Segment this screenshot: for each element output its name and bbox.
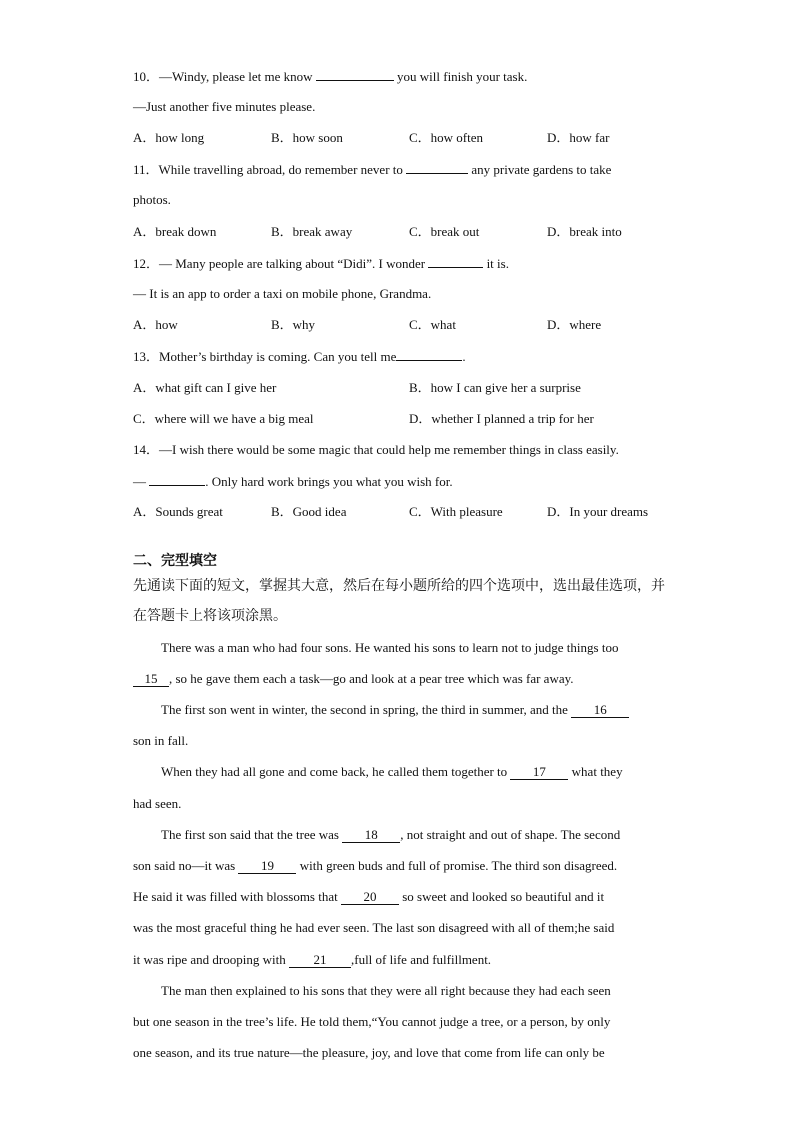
question-12-stem: 12．— Many people are talking about “Didi”. I wonder it is. [133,256,509,271]
option-d: D．break into [547,224,622,239]
passage-line: The first son went in winter, the second in spring, the third in summer, and the 16 [161,702,629,718]
option-d: D．where [547,317,602,332]
passage-line: son said no—it was 19 with green buds and full of promise. The third son disagreed. [133,858,618,873]
blank-17: 17 [510,765,568,780]
passage-line: one season, and its true nature—the pleasure, joy, and love that come from life can only be [133,1045,605,1060]
question-14-reply: — . Only hard work brings you what you wish for. [133,474,453,489]
answer-blank [149,473,205,486]
blank-21: 21 [289,953,351,968]
question-11-stem-cont: photos. [133,192,171,207]
option-a: A．what gift can I give her [133,380,277,395]
answer-blank [428,255,483,268]
option-d: D．how far [547,130,610,145]
passage-line: was the most graceful thing he had ever seen. The last son disagreed with all of them;he said [133,920,615,935]
option-d: D．whether I planned a trip for her [409,411,594,426]
option-b: B．how soon [271,130,343,145]
option-b: B．how I can give her a surprise [409,380,581,395]
option-a: A．how long [133,130,205,145]
option-d: D．In your dreams [547,504,649,519]
blank-16: 16 [571,703,629,718]
blank-19: 19 [238,859,296,874]
option-b: B．why [271,317,316,332]
option-c: C．With pleasure [409,504,503,519]
blank-20: 20 [341,890,399,905]
passage-line: When they had all gone and come back, he called them together to 17 what they [161,764,623,779]
passage-line: but one season in the tree’s life. He told them,“You cannot judge a tree, or a person, by only [133,1014,611,1029]
option-c: C．where will we have a big meal [133,411,314,426]
option-b: B．break away [271,224,353,239]
passage-line: He said it was filled with blossoms that 20 so sweet and looked so beautiful and it [133,889,605,904]
question-13-stem: 13．Mother’s birthday is coming. Can you tell me . [133,349,466,364]
passage-line: 15 , so he gave them each a task—go and look at a pear tree which was far away. [133,671,574,687]
option-c: C．what [409,317,456,332]
option-c: C．break out [409,224,480,239]
passage-line: The man then explained to his sons that they were all right because they had each seen [161,983,611,998]
section-instruction-cont: 在答题卡上将该项涂黑。 [133,608,287,624]
answer-blank [316,68,394,81]
answer-blank [406,161,468,174]
option-a: A．break down [133,224,217,239]
option-b: B．Good idea [271,504,347,519]
passage-line: The first son said that the tree was 18 , not straight and out of shape. The second [161,827,621,842]
option-c: C．how often [409,130,484,145]
question-10-stem: 10．—Windy, please let me know you will finish your task. [133,69,528,84]
question-14-stem: 14．—I wish there would be some magic that could help me remember things in class easily. [133,442,619,457]
option-a: A．Sounds great [133,504,223,519]
question-12-reply: — It is an app to order a taxi on mobile phone, Grandma. [133,286,432,301]
blank-15: 15 [133,672,169,687]
blank-18: 18 [342,828,400,843]
question-11-stem: 11．While travelling abroad, do remember never to any private gardens to take [133,162,612,177]
question-10-reply: —Just another five minutes please. [133,99,316,114]
passage-line: it was ripe and drooping with 21 ,full of life and fulfillment. [133,952,492,967]
answer-blank [396,348,462,361]
passage-line: son in fall. [133,733,189,748]
passage-line: There was a man who had four sons. He wanted his sons to learn not to judge things too [161,640,619,655]
section-instruction: 先通读下面的短文，掌握其大意，然后在每小题所给的四个选项中，选出最佳选项，并 [133,578,665,594]
passage-line: had seen. [133,796,182,811]
section-title: 二、完型填空 [133,553,217,569]
option-a: A．how [133,317,178,332]
